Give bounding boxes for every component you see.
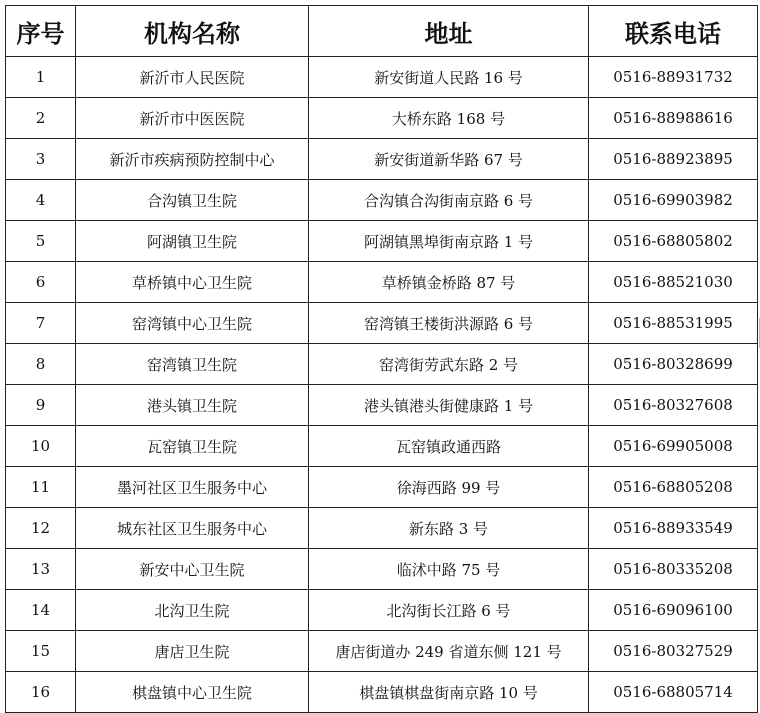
cell-phone: 0516-80335208 <box>589 549 758 590</box>
cell-name: 瓦窑镇卫生院 <box>76 426 309 467</box>
cell-name: 城东社区卫生服务中心 <box>76 508 309 549</box>
cell-name: 墨河社区卫生服务中心 <box>76 467 309 508</box>
cell-name: 棋盘镇中心卫生院 <box>76 672 309 713</box>
cell-no <box>6 549 76 590</box>
table-row <box>6 467 758 508</box>
cell-name: 新沂市疾病预防控制中心 <box>76 139 309 180</box>
cell-no <box>6 180 76 221</box>
row-number: 12 <box>30 519 51 537</box>
cell-no <box>6 590 76 631</box>
row-number: 15 <box>30 642 51 660</box>
cell-no <box>6 385 76 426</box>
row-number: 7 <box>35 314 46 332</box>
cell-phone: 0516-68805208 <box>589 467 758 508</box>
row-number: 6 <box>35 273 46 291</box>
cell-no <box>6 57 76 98</box>
cell-phone: 0516-88988616 <box>589 98 758 139</box>
cell-phone: 0516-88923895 <box>589 139 758 180</box>
cell-phone: 0516-68805714 <box>589 672 758 713</box>
table-row <box>6 262 758 303</box>
cell-no <box>6 139 76 180</box>
cell-address: 北沟街长江路 6 号 <box>309 590 589 631</box>
table-body <box>6 57 758 713</box>
row-number: 2 <box>35 109 46 127</box>
row-number: 16 <box>30 683 51 701</box>
cell-address: 阿湖镇黑埠街南京路 1 号 <box>309 221 589 262</box>
table-row <box>6 426 758 467</box>
cell-address: 大桥东路 168 号 <box>309 98 589 139</box>
cell-no <box>6 631 76 672</box>
row-number: 10 <box>30 437 51 455</box>
row-number: 5 <box>35 232 46 250</box>
cell-phone: 0516-69905008 <box>589 426 758 467</box>
row-number: 3 <box>35 150 46 168</box>
cell-address: 窑湾镇王楼街洪源路 6 号 <box>309 303 589 344</box>
cell-name: 港头镇卫生院 <box>76 385 309 426</box>
row-number: 14 <box>30 601 51 619</box>
header-name: 机构名称 <box>76 6 309 57</box>
table-row <box>6 344 758 385</box>
cell-phone: 0516-69096100 <box>589 590 758 631</box>
row-number: 11 <box>30 478 51 496</box>
cell-phone: 0516-68805802 <box>589 221 758 262</box>
cell-phone: 0516-88931732 <box>589 57 758 98</box>
cell-name: 合沟镇卫生院 <box>76 180 309 221</box>
table-row <box>6 590 758 631</box>
cell-address: 唐店街道办 249 省道东侧 121 号 <box>309 631 589 672</box>
cell-phone: 0516-80327608 <box>589 385 758 426</box>
institutions-table <box>5 5 758 713</box>
cell-name: 阿湖镇卫生院 <box>76 221 309 262</box>
cell-phone: 0516-80327529 <box>589 631 758 672</box>
cell-name: 唐店卫生院 <box>76 631 309 672</box>
cell-phone: 0516-69903982 <box>589 180 758 221</box>
cell-address: 合沟镇合沟街南京路 6 号 <box>309 180 589 221</box>
cell-phone: 0516-80328699 <box>589 344 758 385</box>
cell-phone: 0516-88531995 <box>589 303 758 344</box>
row-number: 1 <box>35 68 46 86</box>
cell-no <box>6 426 76 467</box>
row-number: 4 <box>35 191 46 209</box>
table-row <box>6 385 758 426</box>
header-phone: 联系电话 <box>589 6 758 57</box>
cell-name: 窑湾镇卫生院 <box>76 344 309 385</box>
table-row <box>6 303 758 344</box>
table-row <box>6 672 758 713</box>
cell-name: 北沟卫生院 <box>76 590 309 631</box>
cell-no <box>6 467 76 508</box>
header-row <box>6 6 758 57</box>
cell-no <box>6 262 76 303</box>
header-address: 地址 <box>309 6 589 57</box>
cell-name: 新沂市中医医院 <box>76 98 309 139</box>
table-row <box>6 98 758 139</box>
cell-address: 窑湾街劳武东路 2 号 <box>309 344 589 385</box>
cell-no <box>6 303 76 344</box>
cell-no <box>6 672 76 713</box>
cell-name: 新安中心卫生院 <box>76 549 309 590</box>
cell-name: 新沂市人民医院 <box>76 57 309 98</box>
table-row <box>6 57 758 98</box>
table-row <box>6 139 758 180</box>
cell-no <box>6 98 76 139</box>
cell-no <box>6 344 76 385</box>
table-row <box>6 180 758 221</box>
row-number: 9 <box>35 396 46 414</box>
cell-address: 草桥镇金桥路 87 号 <box>309 262 589 303</box>
cell-phone: 0516-88933549 <box>589 508 758 549</box>
cell-no <box>6 221 76 262</box>
cell-address: 新安街道人民路 16 号 <box>309 57 589 98</box>
cell-address: 新安街道新华路 67 号 <box>309 139 589 180</box>
table-row <box>6 631 758 672</box>
cell-no <box>6 508 76 549</box>
table-row <box>6 221 758 262</box>
cell-address: 棋盘镇棋盘街南京路 10 号 <box>309 672 589 713</box>
cell-name: 窑湾镇中心卫生院 <box>76 303 309 344</box>
cell-address: 瓦窑镇政通西路 <box>309 426 589 467</box>
cell-name: 草桥镇中心卫生院 <box>76 262 309 303</box>
header-no: 序号 <box>6 6 76 57</box>
cell-address: 徐海西路 99 号 <box>309 467 589 508</box>
row-number: 8 <box>35 355 46 373</box>
cell-address: 临沭中路 75 号 <box>309 549 589 590</box>
table-header <box>6 6 758 57</box>
cell-phone: 0516-88521030 <box>589 262 758 303</box>
cell-address: 新东路 3 号 <box>309 508 589 549</box>
table-row <box>6 549 758 590</box>
cell-address: 港头镇港头街健康路 1 号 <box>309 385 589 426</box>
row-number: 13 <box>30 560 51 578</box>
table-row <box>6 508 758 549</box>
